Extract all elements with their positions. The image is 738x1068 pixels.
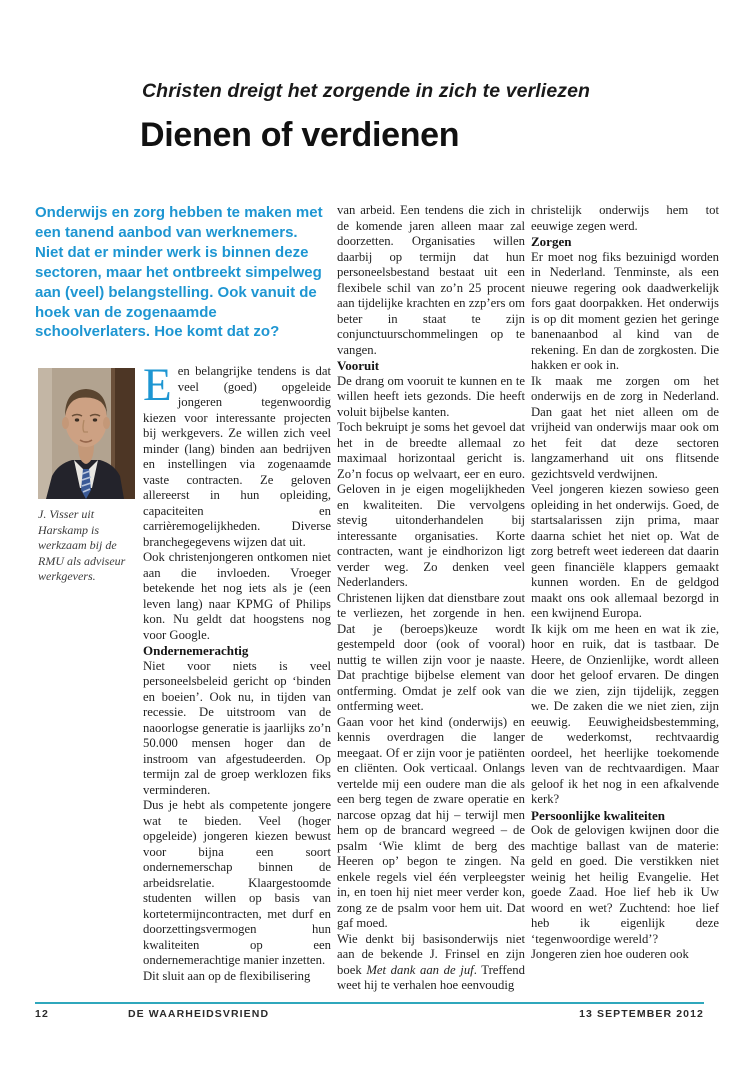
paragraph: Gaan voor het kind (onderwijs) en kennis overdragen die langer meegaat. Of er zijn voor je patiënten en cliënten. Ook verticaal. Onlangs vertelde mij een oudere man die als een berg tegen de zware operatie en narcose opzag dat hij – terwijl men hem op de brancard wegreed – de psalm ‘Wie klimt de berg des Heeren op’ begon te zingen. Na enkele regels viel één verpleegster in, en toen hij niet meer verder kon, zong ze de psalm voor hem uit. Dat gaf moed. (337, 714, 525, 930)
paragraph: Niet voor niets is veel personeelsbeleid gericht op ‘binden en boeien’. Ook nu, in tijden van recessie. De uitstroom van de naoorlogse generatie is jaarlijks zo’n 50.000 mensen hoger dan de instroom van afgestudeerden. Op termijn zal de groep werklozen fiks verminderen. (143, 658, 331, 797)
portrait-photo (38, 368, 135, 499)
paragraph: Veel jongeren kiezen sowieso geen opleiding in het onderwijs. Goed, de startsalarissen zijn prima, maar daarna schiet het niet op. Wat de zorg betreft weet iedereen dat daarin geen financiële klappers gemaakt kunnen worden. En de geldgod maakt ons ook allemaal bezorgd in een kwijnend Europa. (531, 482, 719, 620)
publication-name: DE WAARHEIDSVRIEND (128, 1008, 270, 1020)
page-number: 12 (35, 1008, 49, 1020)
issue-date: 13 SEPTEMBER 2012 (579, 1008, 704, 1020)
article-headline: Dienen of verdienen (140, 116, 460, 154)
paragraph: Er moet nog fiks bezuinigd worden in Nederland. Tenminste, als een nieuwe regering ook daadwerkelijk fors gaat doorpakken. Het onderwijs is op dit moment gezien het geringe banenaanbod al kind van de rekening. En dan de zorgkosten. Die hakken er ook in. (531, 249, 719, 372)
book-title: Met dank aan de juf (366, 962, 474, 977)
paragraph-text: Wie denkt bij basisonderwijs niet aan de bekende J. Frinsel en zijn boek (337, 931, 525, 977)
photo-caption: J. Visser uit Harskamp is werkzaam bij de RMU als adviseur werkgevers. (38, 507, 126, 583)
paragraph: Jongeren zien hoe ouderen ook (531, 947, 689, 961)
dropcap: E (143, 359, 172, 411)
crosshead-persoonlijke-kwaliteiten: Persoonlijke kwaliteiten (531, 807, 665, 823)
paragraph: Dit sluit aan op de flexibilisering (143, 968, 311, 983)
paragraph: Ook christenjongeren ontkomen niet aan die invloeden. Vroeger betekende het nog iets als je (een leven lang) naar KPMG of Philips kon. Nu geldt dat hoogstens nog voor Google. (143, 550, 331, 642)
crosshead-vooruit: Vooruit (337, 358, 380, 373)
article-column-3 (531, 203, 719, 963)
page-footer (35, 1008, 704, 1024)
paragraph: Christenen lijken dat dienstbare zout te verliezen, het zorgende in hen. Dat je (beroeps)keuze wordt gestempeld door (ook of vooral) nuttig te willen zijn voor je naaste. Dat prachtige bijbelse element van ontferming. Omdat je zelf ook van ontferming weet. (337, 590, 525, 713)
paragraph: Dus je hebt als competente jongere wat te bieden. Veel (hoger opgeleide) jongeren kiezen bewust voor bijna een soort ondernemerschap binnen de arbeidsrelatie. Klaargestoomde studenten willen op basis van kortetermijncontracten, met durf en doorzettingsvermogen hun kwaliteiten op een ondernemerachtige manier inzetten. (143, 798, 331, 967)
article-lede: Onderwijs en zorg hebben te maken met een tanend aanbod van werknemers. Niet dat er minder werk is binnen deze sectoren, maar het ontbreekt simpelweg aan (veel) belangstelling. Ook vanuit de hoek van de zogenaamde schoolverlaters. Hoe komt dat zo? (35, 204, 323, 341)
paragraph: Ik maak me zorgen om het onderwijs en de zorg in Nederland. Dan gaat het niet alleen om de vrijheid van onderwijs maar ook om het feit dat deze sectoren langzamerhand uit ons flitsende gezichtsveld verdwijnen. (531, 373, 719, 481)
footer-rule (35, 1002, 704, 1004)
crosshead-ondernemerachtig: Ondernemerachtig (143, 643, 249, 658)
crosshead-zorgen: Zorgen (531, 234, 572, 249)
paragraph: Ook de gelovigen kwijnen door die machtige ballast van de materie: geld en goed. Die verstikken niet weinig het heilig Evangelie. Het goede Zaad. Hoe lief heb ik Uw woord en wet? Zuchtend: hoe lief heb ik eigenlijk deze ‘tegenwoordige wereld’? (531, 823, 719, 946)
paragraph: van arbeid. Een tendens die zich in de komende jaren alleen maar zal doorzetten. Organisaties willen daarbij op termijn dat hun personeelsbestand bestaat uit een flexibele schil van zo’n 25 procent aan tijdelijke krachten en zzp’ers om beter in staat te zijn conjunctuurschommelingen op te vangen. (337, 203, 525, 357)
paragraph: De drang om vooruit te kunnen en te willen heeft iets gezonds. Die heeft voluit bijbelse kanten. (337, 373, 525, 419)
paragraph (143, 359, 331, 550)
article-kicker: Christen dreigt het zorgende in zich te verliezen (142, 80, 591, 102)
paragraph-text: en belangrijke tendens is dat veel (goed) opgeleide jongeren tegenwoordig kiezen voor interessante projecten bij werkgevers. Ze willen zich veel minder (lang) binden aan bedrijven en instellingen via zogenaamde vaste contracten. Ze geloven allereerst in hun opleiding, capaciteiten en carrièremogelijkheden. Diverse branchegegevens wijzen dat uit. (143, 364, 331, 549)
paragraph-text: . Treffend weet hij te verhalen hoe eenvoudig (337, 962, 525, 992)
paragraph: christelijk onderwijs hem tot eeuwige zegen werd. (531, 203, 719, 233)
article-column-2 (337, 203, 525, 994)
paragraph (337, 932, 525, 994)
paragraph: Ik kijk om me heen en wat ik zie, hoor en ruik, dat is tastbaar. De Heere, de Onzienlijke, wordt alleen door het geloof ervaren. De dingen die we zien, zijn tijdelijk, zeggen we. De zaken die we niet zien, zijn eeuwig. Eeuwigheidsbestemming, de wederkomst, rechtvaardig oordeel, het heerlijke toekomende leven van de rechtvaardigen. Maar geloof ik het nog in een afkalvende kerk? (531, 621, 719, 806)
paragraph: Toch bekruipt je soms het gevoel dat het in de breedte allemaal zo maximaal horizontaal gericht is. Zo’n focus op welvaart, eer en euro. Geloven in je eigen mogelijkheden en kwaliteiten. Die vervolgens stevig uitonderhandelen bij interessante organisaties. Korte contracten, want je eindhorizon ligt verder weg. Zo denken veel Nederlanders. (337, 420, 525, 589)
article-column-1 (143, 359, 331, 984)
